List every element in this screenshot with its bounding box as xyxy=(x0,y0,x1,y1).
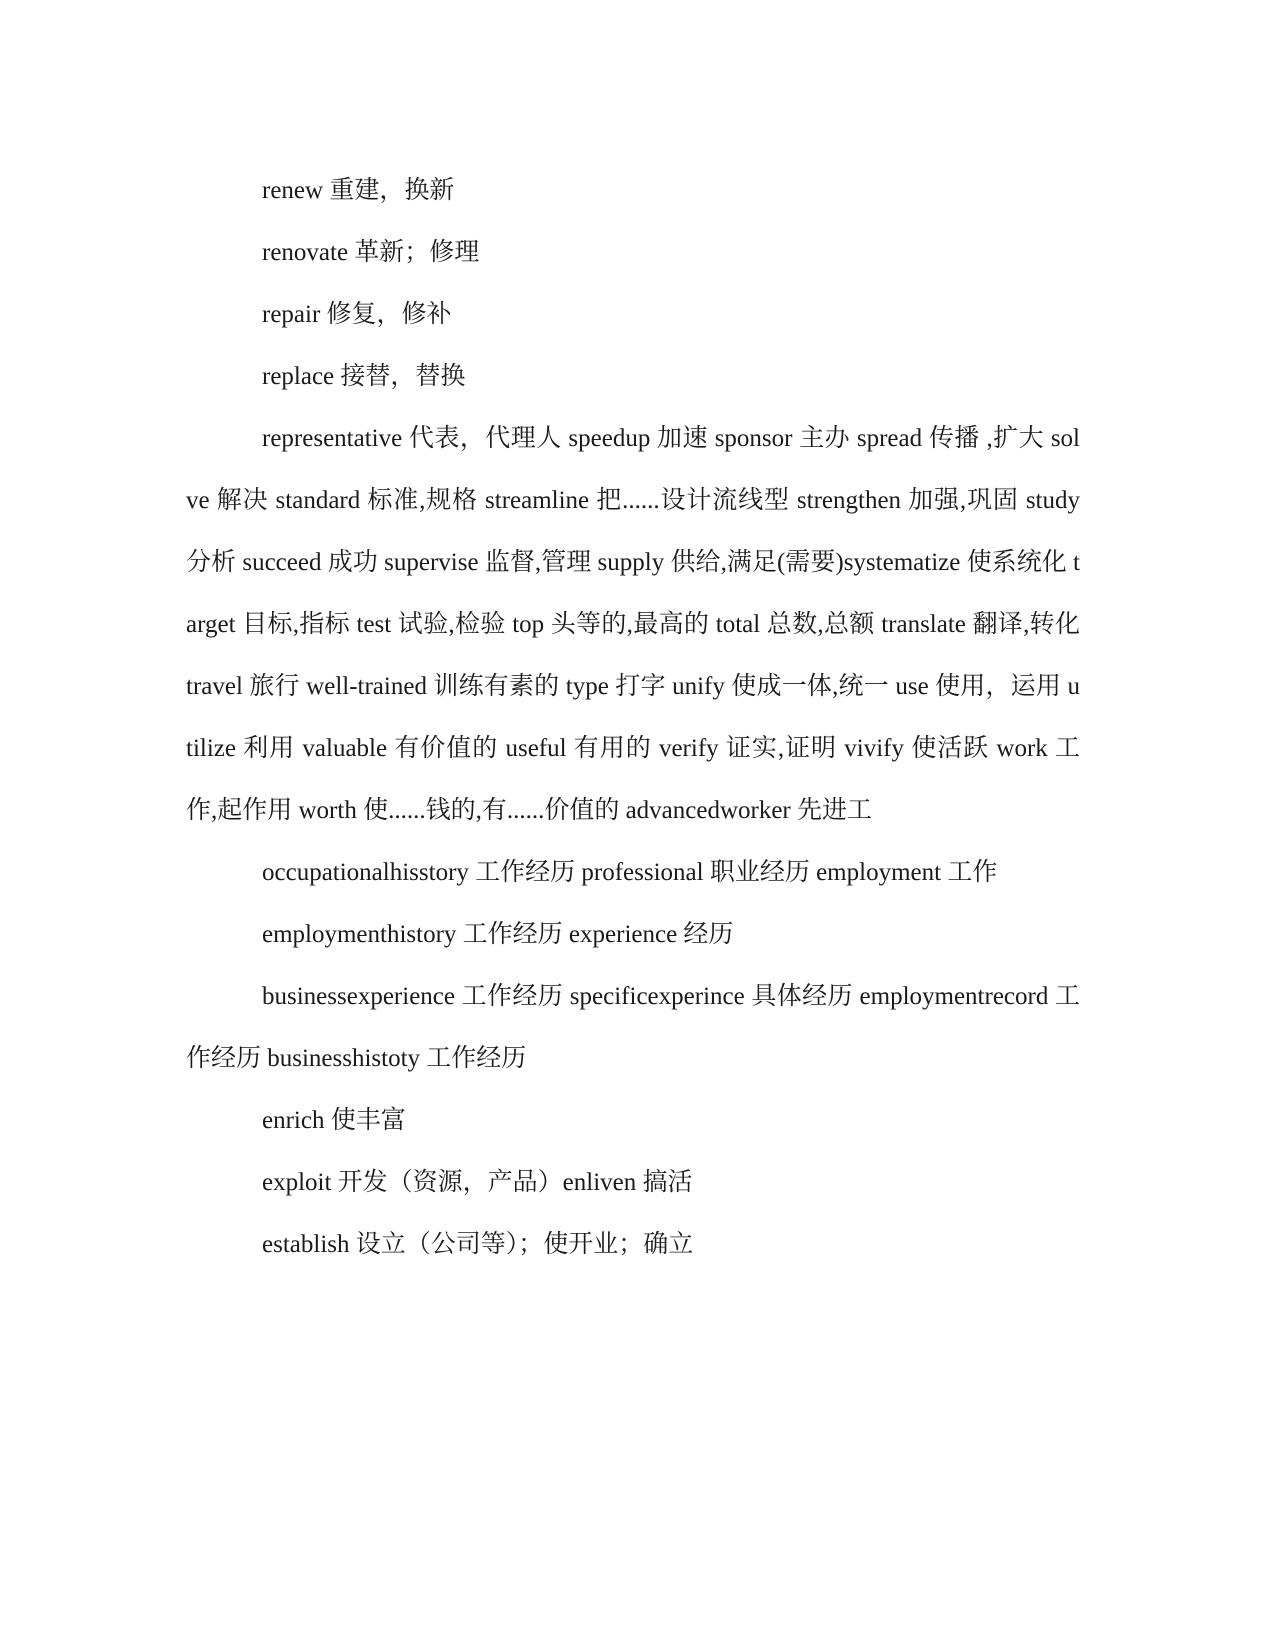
paragraph-business-experience: businessexperience 工作经历 specificexperince 具体经历 employmentrecord 工作经历 businesshistoty 工作经历 xyxy=(186,983,1080,1072)
paragraph-occupational-history: occupationalhisstory 工作经历 professional 职业经历 employment 工作 xyxy=(262,859,998,886)
paragraph-employment-history: employmenthistory 工作经历 experience 经历 xyxy=(262,921,734,948)
paragraph-replace: replace 接替，替换 xyxy=(262,363,466,390)
paragraph-renovate: renovate 革新；修理 xyxy=(262,239,480,266)
paragraph-representative: representative 代表，代理人 speedup 加速 sponsor 主办 spread 传播 ,扩大 solve 解决 standard 标准,规格 streamline 把......设计流线型 strengthen 加强,巩固 study 分析 succeed 成功 supervise 监督,管理 supply 供给,满足(需要)systematize 使系统化 target 目标,指标 test 试验,检验 top 头等的,最高的 total 总数,总额 translate 翻译,转化 travel 旅行 well-trained 训练有素的 type 打字 unify 使成一体,统一 use 使用，运用 utilize 利用 valuable 有价值的 useful 有用的 verify 证实,证明 vivify 使活跃 work 工作,起作用 worth 使......钱的,有......价值的 advancedworker 先进工 xyxy=(186,425,1080,824)
paragraph-renew: renew 重建，换新 xyxy=(262,177,455,204)
paragraph-enrich: enrich 使丰富 xyxy=(262,1107,406,1134)
paragraph-establish: establish 设立（公司等）；使开业；确立 xyxy=(262,1231,694,1258)
document-body xyxy=(186,160,1080,1276)
paragraph-exploit: exploit 开发（资源，产品）enliven 搞活 xyxy=(262,1169,693,1196)
paragraph-repair: repair 修复，修补 xyxy=(262,301,452,328)
